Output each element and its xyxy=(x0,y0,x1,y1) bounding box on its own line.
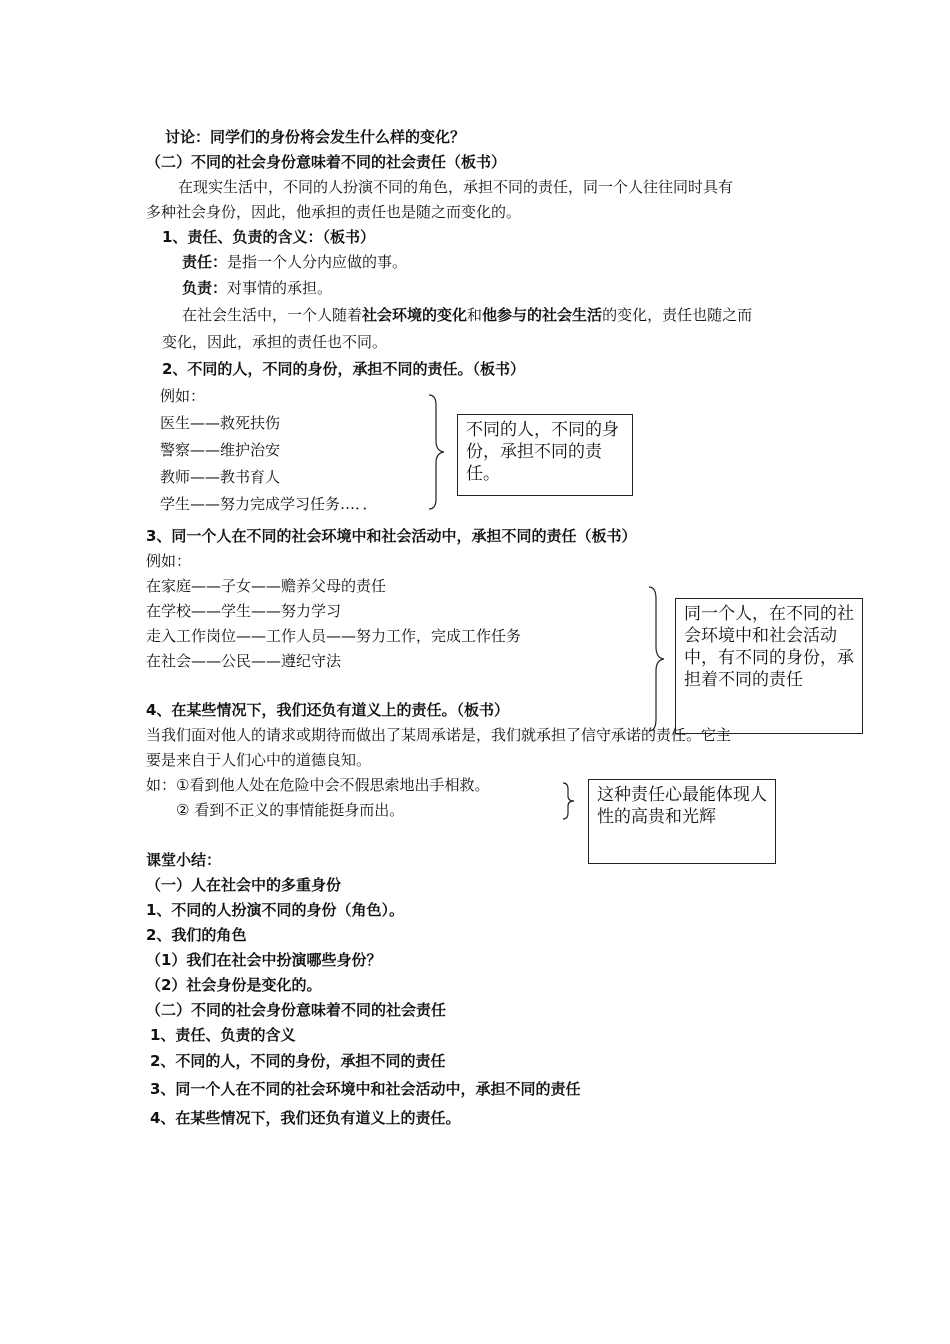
example-label: 例如： xyxy=(146,552,192,570)
summary-item: 2、我们的角色 xyxy=(146,926,247,944)
para2-e: 的变化，责任也随之而 xyxy=(602,306,753,324)
example-2-item: 医生——救死扶伤 xyxy=(160,414,281,432)
example-4-item-1: 如：①看到他人处在危险中会不假思索地出手相救。 xyxy=(146,776,490,794)
para2-d: 他参与的社会生活 xyxy=(482,306,603,324)
example-3-item: 在家庭——子女——赡养父母的责任 xyxy=(146,577,387,595)
paragraph-4-line-1: 当我们面对他人的请求或期待而做出了某周承诺是，我们就承担了信守承诺的责任。它主 xyxy=(146,726,732,744)
para2-a: 在社会生活中，一个人随着 xyxy=(182,306,363,324)
example-3-item: 在社会——公民——遵纪守法 xyxy=(146,652,342,670)
fuze-definition xyxy=(182,278,332,298)
discussion-question: 讨论：同学们的身份将会发生什么样的变化？ xyxy=(165,128,466,146)
summary-item: （1）我们在社会中扮演哪些身份？ xyxy=(146,951,382,969)
fuze-label: 负责： xyxy=(182,279,228,297)
example-4-item-2: ② 看到不正义的事情能挺身而出。 xyxy=(176,801,405,819)
point-3-title: 3、同一个人在不同的社会环境中和社会活动中，承担不同的责任（板书） xyxy=(146,527,637,545)
point-4-title: 4、在某些情况下，我们还负有道义上的责任。（板书） xyxy=(146,701,509,719)
summary-item: （2）社会身份是变化的。 xyxy=(146,976,322,994)
summary-item: （二）不同的社会身份意味着不同的社会责任 xyxy=(146,1001,447,1019)
right-brace-2 xyxy=(646,585,670,733)
summary-item: 2、不同的人，不同的身份，承担不同的责任 xyxy=(150,1052,446,1070)
fuze-text: 对事情的承担。 xyxy=(227,279,333,297)
paragraph-4-line-2: 要是来自于人们心中的道德良知。 xyxy=(146,751,372,769)
summary-item: 1、不同的人扮演不同的身份（角色）。 xyxy=(146,901,404,919)
example-3-item: 走入工作岗位——工作人员——努力工作，完成工作任务 xyxy=(146,627,522,645)
summary-box-3: 这种责任心最能体现人性的高贵和光辉 xyxy=(588,779,776,864)
example-label: 例如： xyxy=(160,387,206,405)
point-2-title: 2、不同的人，不同的身份，承担不同的责任。（板书） xyxy=(162,360,525,378)
duty-text: 是指一个人分内应做的事。 xyxy=(227,253,408,271)
summary-item: 4、在某些情况下，我们还负有道义上的责任。 xyxy=(150,1109,461,1127)
summary-item: 3、同一个人在不同的社会环境中和社会活动中，承担不同的责任 xyxy=(150,1080,581,1098)
point-1-title: 1、责任、负责的含义：（板书） xyxy=(162,228,375,246)
paragraph-2-line-2: 变化，因此，承担的责任也不同。 xyxy=(162,333,388,351)
paragraph-1-line-1: 在现实生活中，不同的人扮演不同的角色，承担不同的责任，同一个人往往同时具有 xyxy=(178,178,734,196)
right-brace-1 xyxy=(426,393,450,511)
summary-box-2: 同一个人，在不同的社会环境中和社会活动中，有不同的身份，承担着不同的责任 xyxy=(675,598,863,734)
duty-label: 责任： xyxy=(182,253,228,271)
summary-title: 课堂小结： xyxy=(146,851,222,869)
right-brace-3 xyxy=(560,781,580,821)
example-3-item: 在学校——学生——努力学习 xyxy=(146,602,342,620)
section-2-title: （二）不同的社会身份意味着不同的社会责任（板书） xyxy=(146,153,507,171)
summary-item: 1、责任、负责的含义 xyxy=(150,1026,296,1044)
summary-item: （一）人在社会中的多重身份 xyxy=(146,876,342,894)
example-2-item: 警察——维护治安 xyxy=(160,441,281,459)
duty-definition xyxy=(182,252,407,272)
example-2-item: 教师——教书育人 xyxy=(160,468,281,486)
para2-c: 和 xyxy=(467,306,483,324)
example-2-item: 学生——努力完成学习任务…．． xyxy=(160,495,378,513)
summary-box-1: 不同的人，不同的身份，承担不同的责任。 xyxy=(457,414,633,496)
para2-b: 社会环境的变化 xyxy=(362,306,468,324)
paragraph-1-line-2: 多种社会身份，因此，他承担的责任也是随之而变化的。 xyxy=(146,203,522,221)
paragraph-2-line-1 xyxy=(182,305,752,325)
